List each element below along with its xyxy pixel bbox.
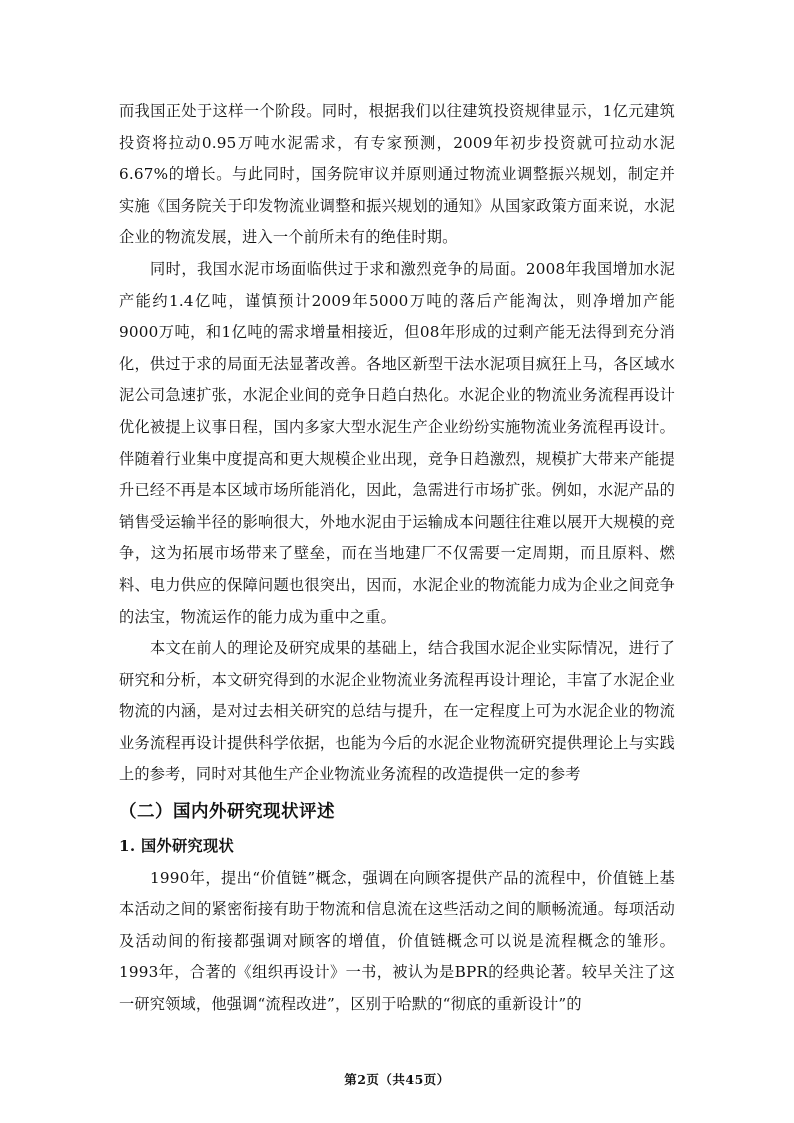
- section-heading: （二）国内外研究现状评述: [119, 802, 335, 823]
- document-body: [119, 96, 675, 1021]
- page-number-footer: 第2页（共45页）: [344, 1072, 450, 1087]
- sub-heading: 1. 国外研究现状: [119, 837, 234, 856]
- body-paragraph-2: 同时，我国水泥市场面临供过于求和激烈竞争的局面。2008年我国增加水泥产能约1.4亿吨，谨慎预计2009年5000万吨的落后产能淘汰，则净增加产能9000万吨，和1亿吨的需求增量相接近，但08年形成的过剩产能无法得到充分消化，供过于求的局面无法显著改善。各地区新型干法水泥项目疯狂上马，各区域水泥公司急速扩张，水泥企业间的竞争日趋白热化。水泥企业的物流业务流程再设计优化被提上议事日程，国内多家大型水泥生产企业纷纷实施物流业务流程再设计。伴随着行业集中度提高和更大规模企业出现，竞争日趋激烈，规模扩大带来产能提升已经不再是本区域市场所能消化，因此，急需进行市场扩张。例如，水泥产品的销售受运输半径的影响很大，外地水泥由于运输成本问题往往难以展开大规模的竞争，这为拓展市场带来了壁垒，而在当地建厂不仅需要一定周期，而且原料、燃料、电力供应的保障问题也很突出，因而，水泥企业的物流能力成为企业之间竞争的法宝，物流运作的能力成为重中之重。: [119, 259, 675, 626]
- body-paragraph-3: 本文在前人的理论及研究成果的基础上，结合我国水泥企业实际情况，进行了研究和分析，本文研究得到的水泥企业物流业务流程再设计理论，丰富了水泥企业物流的内涵，是对过去相关研究的总结与提升，在一定程度上可为水泥企业的物流业务流程再设计提供科学依据，也能为今后的水泥企业物流研究提供理论上与实践上的参考，同时对其他生产企业物流业务流程的改造提供一定的参考: [119, 639, 675, 784]
- body-paragraph-4: 1990年，提出“价值链”概念，强调在向顾客提供产品的流程中，价值链上基本活动之间的紧密衔接有助于物流和信息流在这些活动之间的顺畅流通。每项活动及活动间的衔接都强调对顾客的增值，价值链概念可以说是流程概念的雏形。1993年，合著的《组织再设计》一书，被认为是BPR的经典论著。较早关注了这一研究领域，他强调“流程改进”，区别于哈默的“彻底的重新设计”的: [119, 868, 675, 1014]
- body-paragraph-1: 而我国正处于这样一个阶段。同时，根据我们以往建筑投资规律显示，1亿元建筑投资将拉动0.95万吨水泥需求，有专家预测，2009年初步投资就可拉动水泥6.67%的增长。与此同时，国务院审议并原则通过物流业调整振兴规划，制定并实施《国务院关于印发物流业调整和振兴规划的通知》从国家政策方面来说，水泥企业的物流发展，进入一个前所未有的绝佳时期。: [119, 102, 675, 247]
